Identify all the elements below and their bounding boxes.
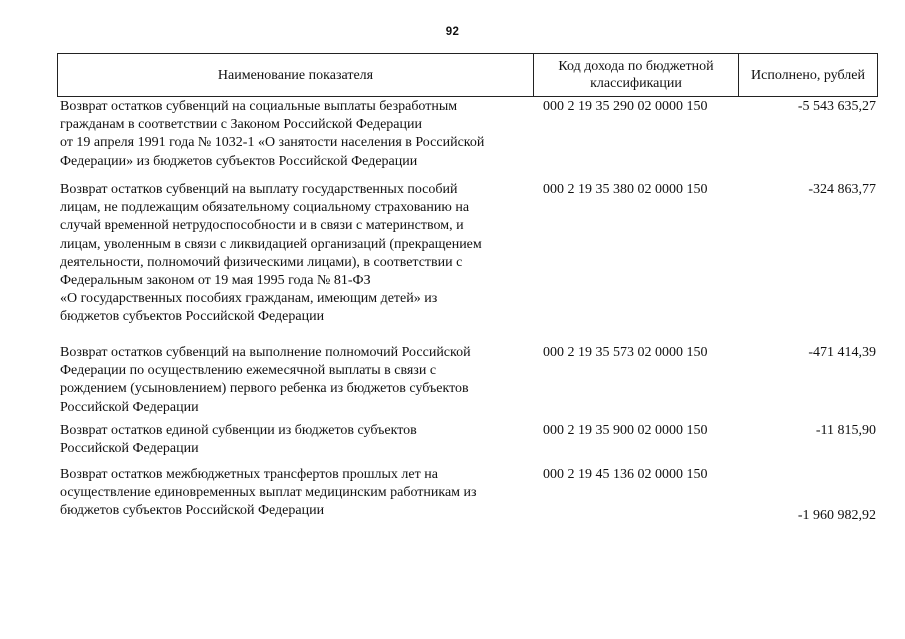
row-executed-amount: -324 863,77 (808, 182, 876, 197)
row-indicator-name (60, 422, 530, 458)
page-number: 92 (445, 26, 460, 38)
row-name-line: бюджетов субъектов Российской Федерации (60, 503, 325, 519)
row-name-line: осуществление единовременных выплат медицинским работникам из (60, 485, 477, 501)
header-executed-label: Исполнено, рублей (751, 67, 865, 83)
row-name-line: «О государственных пособиях гражданам, имеющим детей» из (60, 291, 438, 307)
row-revenue-code: 000 2 19 35 900 02 0000 150 (543, 423, 708, 438)
row-name-line: случай временной нетрудоспособности и в связи с материнством, и (60, 218, 464, 234)
header-indicator-name (58, 54, 533, 96)
table-header (57, 53, 878, 97)
row-name-line: Возврат остатков межбюджетных трансфертов прошлых лет на (60, 467, 438, 482)
header-revenue-code-line2: классификации (590, 76, 682, 91)
row-revenue-code: 000 2 19 45 136 02 0000 150 (543, 467, 708, 482)
row-executed-amount: -1 960 982,92 (797, 508, 876, 523)
row-executed-amount: -5 543 635,27 (797, 99, 876, 114)
row-name-line: бюджетов субъектов Российской Федерации (60, 309, 325, 325)
row-name-line: гражданам в соответствии с Законом Российской Федерации (60, 117, 422, 133)
row-indicator-name (60, 98, 530, 171)
row-indicator-name (60, 344, 530, 417)
header-revenue-code-line1: Код дохода по бюджетной (558, 59, 714, 74)
row-name-line: рождением (усыновлением) первого ребенка из бюджетов субъектов (60, 381, 469, 397)
row-name-line: Федерации» из бюджетов субъектов Российской Федерации (60, 153, 418, 169)
row-revenue-code: 000 2 19 35 573 02 0000 150 (543, 345, 708, 360)
row-name-line: Федеральным законом от 19 мая 1995 года № 81-ФЗ (60, 273, 371, 289)
row-name-line: лицам, не подлежащим обязательному социальному страхованию на (60, 200, 470, 216)
row-name-line: Российской Федерации (60, 399, 199, 415)
header-indicator-name-label: Наименование показателя (217, 67, 374, 83)
row-name-line: Возврат остатков субвенций на выполнение полномочий Российской (60, 345, 471, 360)
row-name-line: Возврат остатков субвенций на социальные выплаты безработным (60, 99, 458, 114)
row-executed-amount: -471 414,39 (808, 345, 876, 360)
row-name-line: от 19 апреля 1991 года № 1032-1 «О занятости населения в Российской (60, 135, 485, 151)
row-executed-amount: -11 815,90 (815, 423, 876, 438)
header-revenue-code (533, 54, 738, 96)
row-name-line: деятельности, полномочий физическими лицами), в соответствии с (60, 254, 463, 270)
row-name-line: Российской Федерации (60, 441, 199, 457)
row-name-line: Федерации по осуществлению ежемесячной выплаты в связи с (60, 363, 437, 379)
row-name-line: лицам, уволенным в связи с ликвидацией организаций (прекращением (60, 236, 482, 252)
row-revenue-code: 000 2 19 35 380 02 0000 150 (543, 182, 708, 197)
row-revenue-code: 000 2 19 35 290 02 0000 150 (543, 99, 708, 114)
row-name-line: Возврат остатков субвенций на выплату государственных пособий (60, 182, 458, 197)
row-name-line: Возврат остатков единой субвенции из бюджетов субъектов (60, 423, 417, 438)
row-indicator-name (60, 466, 530, 521)
header-executed (738, 54, 877, 96)
row-indicator-name (60, 181, 530, 327)
